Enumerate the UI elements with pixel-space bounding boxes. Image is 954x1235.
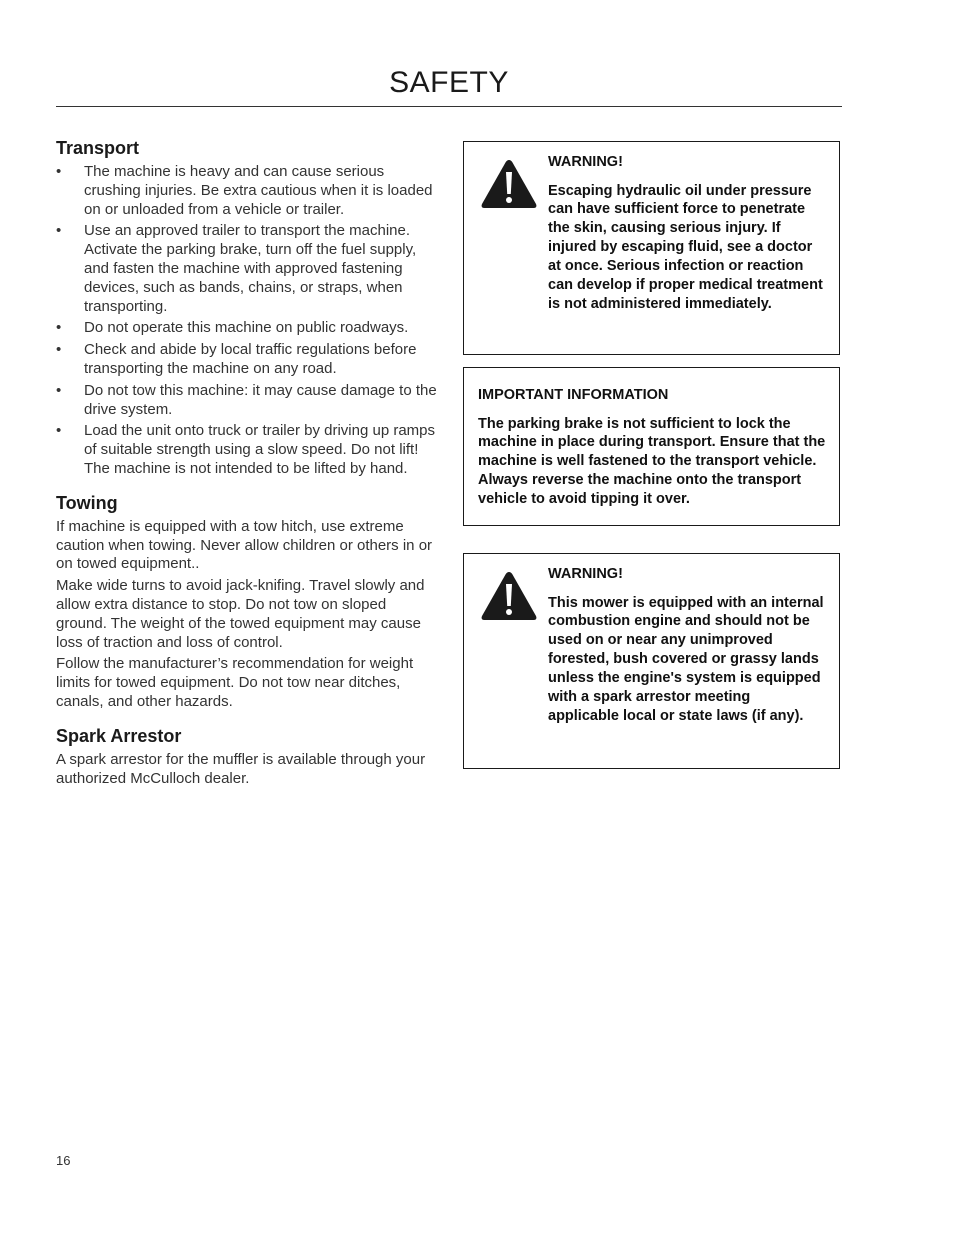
transport-section <box>56 136 438 479</box>
warning-label: WARNING! <box>548 566 623 582</box>
list-item <box>56 163 438 219</box>
spark-arrestor-section <box>56 724 438 789</box>
page-number: 16 <box>56 1153 71 1168</box>
bullet-icon: • <box>56 341 62 359</box>
bullet-text: Check and abide by local traffic regulations before transporting the machine on any road. <box>84 341 417 377</box>
warning-box-hydraulic <box>463 141 840 355</box>
bullet-icon: • <box>56 222 62 240</box>
warning-text: Escaping hydraulic oil under pressure can have sufficient force to penetrate the skin, causing serious injury. If injured by escaping fluid, see a doctor at once. Serious infection or reaction can develop if proper medical treatment is not administered immediately. <box>548 182 823 312</box>
warning-text: This mower is equipped with an internal combustion engine and should not be used on or near any unimproved forested, bush covered or grassy lands unless the engine's system is equipped with a spark arrestor meeting applicable local or state laws (if any). <box>548 594 824 724</box>
bullet-text: The machine is heavy and can cause serious crushing injuries. Be extra cautious when it is loaded on or unloaded from a vehicle or trailer. <box>84 163 433 218</box>
towing-section <box>56 491 438 712</box>
bullet-icon: • <box>56 319 62 337</box>
towing-heading: Towing <box>56 492 118 513</box>
warning-triangle-icon <box>480 158 538 210</box>
towing-paragraph: If machine is equipped with a tow hitch, use extreme caution when towing. Never allow children or others in or on towed equipment.. <box>56 517 433 573</box>
towing-paragraph: Follow the manufacturer’s recommendation for weight limits for towed equipment. Do not tow near ditches, canals, and other hazards. <box>56 655 414 710</box>
bullet-icon: • <box>56 422 62 440</box>
warning-label: WARNING! <box>548 154 623 170</box>
important-info-text: The parking brake is not sufficient to lock the machine in place during transport. Ensure that the machine is well fastened to the transport vehicle. Always reverse the machine onto the transport vehicle to avoid tipping it over. <box>478 415 826 508</box>
warning-content <box>548 565 825 726</box>
list-item <box>56 422 438 478</box>
warning-content <box>548 153 825 314</box>
important-information-box <box>463 367 840 526</box>
warning-triangle-icon <box>480 570 538 622</box>
title-divider <box>56 106 842 107</box>
bullet-text: Do not tow this machine: it may cause damage to the drive system. <box>84 381 437 418</box>
left-column <box>56 136 438 800</box>
list-item <box>56 222 438 316</box>
transport-bullet-list <box>56 163 438 479</box>
important-info-label: IMPORTANT INFORMATION <box>478 387 669 403</box>
bullet-text: Load the unit onto truck or trailer by driving up ramps of suitable strength using a slow speed. Do not lift! The machine is not intended to be lifted by hand. <box>84 422 436 477</box>
list-item <box>56 319 438 338</box>
transport-heading: Transport <box>56 138 140 158</box>
bullet-icon: • <box>56 381 62 399</box>
bullet-icon: • <box>56 163 62 180</box>
spark-arrestor-heading: Spark Arrestor <box>56 725 182 746</box>
list-item <box>56 341 438 379</box>
important-info-content <box>478 386 827 509</box>
spark-arrestor-text: A spark arrestor for the muffler is available through your authorized McCulloch dealer. <box>56 750 426 787</box>
towing-paragraph: Make wide turns to avoid jack-knifing. Travel slowly and allow extra distance to stop. Do not tow on sloped ground. The weight of the towed equipment may cause loss of traction and loss of control. <box>56 577 425 651</box>
bullet-text: Use an approved trailer to transport the machine. Activate the parking brake, turn off the fuel supply, and fasten the machine with approved fastening devices, such as bands, chains, or straps, when transporting. <box>84 222 417 315</box>
bullet-text: Do not operate this machine on public roadways. <box>84 319 409 337</box>
list-item <box>56 382 438 420</box>
page-title: SAFETY <box>389 66 509 99</box>
warning-box-engine <box>463 553 840 769</box>
